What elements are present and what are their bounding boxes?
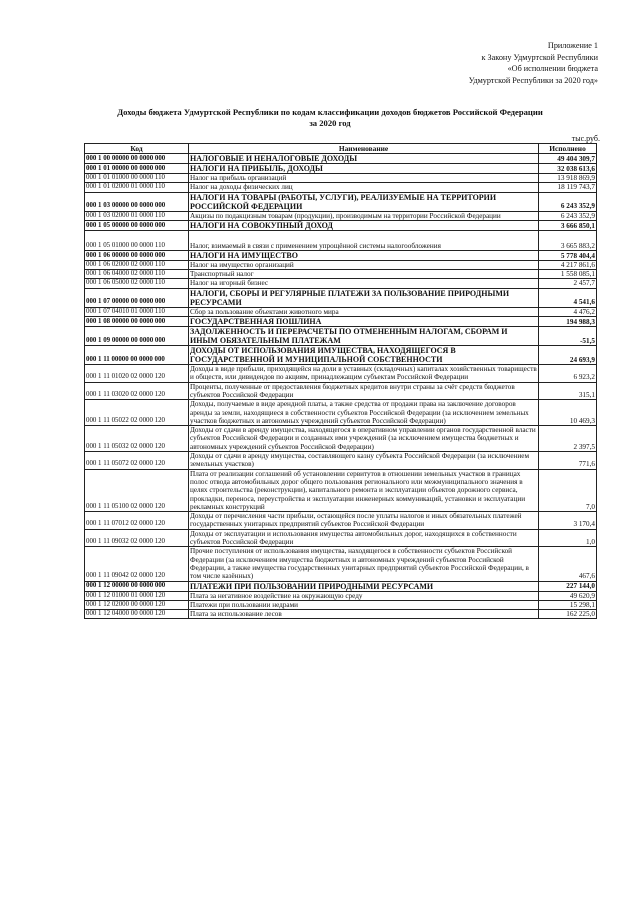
cell-amount: 1,0 [539,529,597,547]
table-row [85,610,597,619]
cell-name: Транспортный налог [189,270,539,279]
cell-code: 000 1 09 00000 00 0000 000 [85,327,189,346]
table-row [85,307,597,316]
table-row [85,183,597,192]
table-row [85,288,597,307]
cell-amount: 4 217 861,6 [539,260,597,269]
table-row [85,365,597,383]
cell-amount: -51,5 [539,327,597,346]
cell-name: Доходы в виде прибыли, приходящейся на доли в уставных (складочных) капиталах хозяйственных товариществ и обществ, или дивидендов по акциям, принадлежащим субъектам Российской Федерации [190,365,537,382]
table-row [85,174,597,183]
table-row [85,581,597,591]
table-row [85,164,597,174]
title-line-1: Доходы бюджета Удмуртской Республики по кодам классификации доходов бюджетов Российской Федерации [117,107,543,117]
cell-amount: 2 457,7 [539,279,597,288]
cell-amount: 18 119 743,7 [539,183,597,192]
cell-amount: 467,6 [539,547,597,581]
cell-name: НАЛОГОВЫЕ И НЕНАЛОГОВЫЕ ДОХОДЫ [189,154,539,164]
cell-code: 000 1 00 00000 00 0000 000 [85,154,189,164]
cell-amount: 3 170,4 [539,512,597,530]
header-code: Код [85,144,189,154]
table-row [85,327,597,346]
cell-code: 000 1 11 00000 00 0000 000 [85,346,189,365]
cell-name: Доходы от сдачи в аренду имущества, составляющего казну субъекта Российской Федерации (за исключением земельных участков) [189,452,539,470]
table-row [85,382,597,400]
cell-name: Плата от реализации соглашений об установлении сервитутов в отношении земельных участков в границах полос отвода автомобильных дорог общего пользования регионального или межмуниципального значения в целях строительства (реконструкции), капитального ремонта и эксплуатации объектов дорожного сервиса, прокладки, переноса, переустройства и эксплуатации инженерных коммуникаций, установки и эксплуатации рекламных конструкций [189,469,539,511]
table-row [85,529,597,547]
table-row [85,400,597,426]
cell-amount: 3 665 883,2 [539,230,597,250]
cell-code: 000 1 06 04000 02 0000 110 [85,270,189,279]
cell-amount: 227 144,0 [539,581,597,591]
cell-code: 000 1 01 02000 01 0000 110 [85,183,189,192]
cell-code: 000 1 03 00000 00 0000 000 [85,192,189,211]
cell-name: ДОХОДЫ ОТ ИСПОЛЬЗОВАНИЯ ИМУЩЕСТВА, НАХОДЯЩЕГОСЯ В ГОСУДАРСТВЕННОЙ И МУНИЦИПАЛЬНОЙ СОБСТВЕННОСТИ [189,346,539,365]
revenue-table [84,143,597,619]
cell-name: Доходы, получаемые в виде арендной платы, а также средства от продажи права на заключение договоров аренды за земли, находящиеся в собственности субъектов Российской Федерации (за исключением земельных участков бюджетных и автономных учреждений субъектов Российской Федерации) [189,400,539,426]
cell-amount: 5 778 404,4 [539,250,597,260]
table-row [85,346,597,365]
cell-code: 000 1 12 04000 00 0000 120 [85,610,189,619]
cell-amount: 49 404 309,7 [539,154,597,164]
cell-code: 000 1 05 00000 00 0000 000 [85,220,189,230]
cell-code: 000 1 05 01000 00 0000 110 [85,230,189,250]
cell-code: 000 1 11 05072 02 0000 120 [85,452,189,470]
cell-amount: 6 243 352,9 [539,192,597,211]
cell-name: НАЛОГИ НА ТОВАРЫ (РАБОТЫ, УСЛУГИ), РЕАЛИЗУЕМЫЕ НА ТЕРРИТОРИИ РОССИЙСКОЙ ФЕДЕРАЦИИ [189,192,539,211]
cell-code: 000 1 11 05032 02 0000 120 [85,426,189,452]
table-row [85,211,597,220]
cell-amount: 10 469,3 [539,400,597,426]
cell-code: 000 1 01 00000 00 0000 000 [85,164,189,174]
table-row [85,317,597,327]
table-row [85,512,597,530]
cell-code: 000 1 06 02000 02 0000 110 [85,260,189,269]
cell-amount: 4 476,2 [539,307,597,316]
unit-label: тыс.руб. [571,134,600,143]
appendix-line: «Об исполнении бюджета [507,64,598,73]
cell-name: Проценты, полученные от предоставления бюджетных кредитов внутри страны за счёт средств бюджетов субъектов Российской Федерации [189,382,539,400]
appendix-header [338,40,598,86]
appendix-line: к Закону Удмуртской Республики [481,52,598,62]
table-row [85,220,597,230]
cell-name: Налог на игорный бизнес [189,279,539,288]
cell-amount: 7,0 [539,469,597,511]
cell-name: ЗАДОЛЖЕННОСТЬ И ПЕРЕРАСЧЕТЫ ПО ОТМЕНЕННЫМ НАЛОГАМ, СБОРАМ И ИНЫМ ОБЯЗАТЕЛЬНЫМ ПЛАТЕЖАМ [189,327,539,346]
cell-name: Доходы от сдачи в аренду имущества, находящегося в оперативном управлении органов государственной власти субъектов Российской Федерации и созданных ими учреждений (за исключением имущества бюджетных и автономных учреждений субъектов Российской Федерации) [189,426,539,452]
cell-name: Акцизы по подакцизным товарам (продукции), производимым на территории Российской Федерации [189,211,539,220]
cell-amount: 1 558 085,1 [539,270,597,279]
cell-name: НАЛОГИ, СБОРЫ И РЕГУЛЯРНЫЕ ПЛАТЕЖИ ЗА ПОЛЬЗОВАНИЕ ПРИРОДНЫМИ РЕСУРСАМИ [189,288,539,307]
cell-amount: 6 243 352,9 [539,211,597,220]
title-line-2: за 2020 год [309,118,351,128]
cell-code: 000 1 06 00000 00 0000 000 [85,250,189,260]
cell-name: НАЛОГИ НА СОВОКУПНЫЙ ДОХОД [189,220,539,230]
cell-amount: 4 541,6 [539,288,597,307]
table-row [85,426,597,452]
cell-code: 000 1 11 09032 02 0000 120 [85,529,189,547]
cell-code: 000 1 03 02000 01 0000 110 [85,211,189,220]
cell-code: 000 1 11 07012 02 0000 120 [85,512,189,530]
cell-name: Платежи при пользовании недрами [189,600,539,609]
cell-name: Налог, взимаемый в связи с применением упрощённой системы налогообложения [189,230,539,250]
table-row [85,452,597,470]
cell-name: НАЛОГИ НА ПРИБЫЛЬ, ДОХОДЫ [189,164,539,174]
cell-code: 000 1 12 02000 00 0000 120 [85,600,189,609]
cell-name: Доходы от эксплуатации и использования имущества автомобильных дорог, находящихся в собственности субъектов Российской Федерации [189,529,539,547]
cell-amount: 32 038 613,6 [539,164,597,174]
table-row [85,591,597,600]
table-row [85,192,597,211]
cell-code: 000 1 11 05100 02 0000 120 [85,469,189,511]
header-amount: Исполнено [539,144,597,154]
cell-name: Прочие поступления от использования имущества, находящегося в собственности субъектов Российской Федерации (за исключением имущества бюджетных и автономных учреждений субъектов Российской Федерации, а также имущества государственных унитарных предприятий субъектов Российской Федерации, в том числе казённых) [189,547,539,581]
cell-amount: 315,1 [539,382,597,400]
table-header-row [85,144,597,154]
cell-amount: 6 923,2 [539,365,597,383]
cell-code: 000 1 12 00000 00 0000 000 [85,581,189,591]
appendix-line: Приложение 1 [547,41,598,50]
cell-name: ПЛАТЕЖИ ПРИ ПОЛЬЗОВАНИИ ПРИРОДНЫМИ РЕСУРСАМИ [189,581,539,591]
cell-name: Налог на имущество организаций [189,260,539,269]
cell-code: 000 1 07 00000 00 0000 000 [85,288,189,307]
table-row [85,469,597,511]
cell-code: 000 1 11 09042 02 0000 120 [85,547,189,581]
cell-name: Налог на доходы физических лиц [189,183,539,192]
table-row [85,270,597,279]
cell-name: Плата за негативное воздействие на окружающую среду [189,591,539,600]
table-row [85,230,597,250]
table-row [85,547,597,581]
cell-amount: 15 298,1 [539,600,597,609]
cell-name: НАЛОГИ НА ИМУЩЕСТВО [189,250,539,260]
document-title [80,107,580,129]
cell-name: Налог на прибыль организаций [189,174,539,183]
cell-code: 000 1 01 01000 00 0000 110 [85,174,189,183]
cell-code: 000 1 12 01000 01 0000 120 [85,591,189,600]
cell-code: 000 1 11 01020 02 0000 120 [85,365,189,383]
cell-amount: 49 620,9 [539,591,597,600]
cell-name: Плата за использование лесов [189,610,539,619]
table-row [85,260,597,269]
cell-amount: 3 666 850,1 [539,220,597,230]
cell-amount: 771,6 [539,452,597,470]
table-row [85,250,597,260]
cell-amount: 162 225,0 [539,610,597,619]
table-row [85,600,597,609]
cell-name: ГОСУДАРСТВЕННАЯ ПОШЛИНА [189,317,539,327]
header-name: Наименование [189,144,539,154]
cell-code: 000 1 11 03020 02 0000 120 [85,382,189,400]
cell-code: 000 1 06 05000 02 0000 110 [85,279,189,288]
cell-amount: 2 397,5 [539,426,597,452]
cell-code: 000 1 07 04010 01 0000 110 [85,307,189,316]
cell-name: Сбор за пользование объектами животного мира [189,307,539,316]
cell-amount: 194 988,3 [539,317,597,327]
cell-amount: 13 918 869,9 [539,174,597,183]
cell-name: Доходы от перечисления части прибыли, остающейся после уплаты налогов и иных обязательных платежей государственных унитарных предприятий субъектов Российской Федерации [189,512,539,530]
cell-amount: 24 693,9 [539,346,597,365]
appendix-line: Удмуртской Республики за 2020 год» [468,75,598,85]
table-row [85,154,597,164]
cell-code: 000 1 08 00000 00 0000 000 [85,317,189,327]
cell-code: 000 1 11 05022 02 0000 120 [85,400,189,426]
table-row [85,279,597,288]
